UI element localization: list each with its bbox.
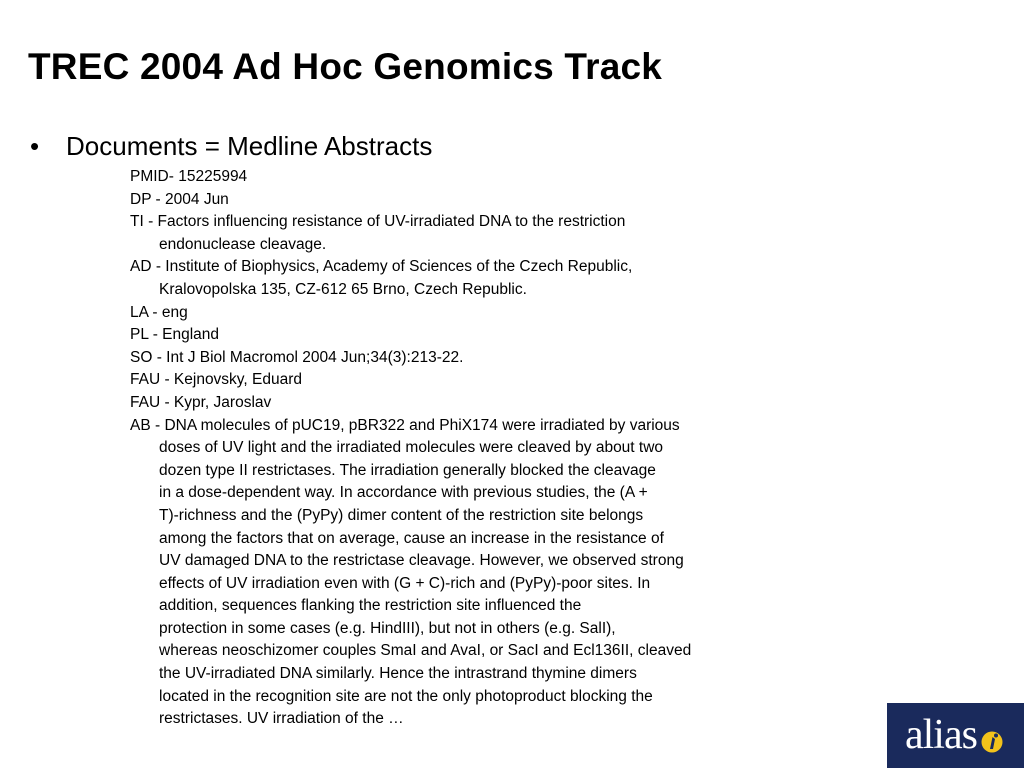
record-field-line: AB - DNA molecules of pUC19, pBR322 and PhiX174 were irradiated by various bbox=[130, 416, 680, 434]
record-continuation-line: among the factors that on average, cause an increase in the resistance of bbox=[159, 529, 664, 547]
bullet-marker: • bbox=[30, 131, 40, 161]
record-field-line: LA - eng bbox=[130, 303, 188, 321]
record-continuation-line: doses of UV light and the irradiated molecules were cleaved by about two bbox=[159, 439, 664, 457]
logo-i-mark-icon bbox=[981, 731, 1003, 753]
record-field-line: DP - 2004 Jun bbox=[130, 190, 229, 208]
record-field-line: SO - Int J Biol Macromol 2004 Jun;34(3):213-22. bbox=[130, 348, 464, 366]
record-continuation-line: located in the recognition site are not the only photoproduct blocking the bbox=[159, 687, 653, 705]
record-continuation-line: protection in some cases (e.g. HindIII), but not in others (e.g. SalI), bbox=[159, 619, 616, 637]
record-continuation-line: effects of UV irradiation even with (G + C)-rich and (PyPy)-poor sites. In bbox=[159, 574, 651, 592]
record-continuation-line: restrictases. UV irradiation of the … bbox=[159, 710, 404, 728]
record-continuation-line: addition, sequences flanking the restriction site influenced the bbox=[159, 597, 582, 615]
slide-title: TREC 2004 Ad Hoc Genomics Track bbox=[28, 46, 663, 87]
record-field-line: FAU - Kejnovsky, Eduard bbox=[130, 371, 303, 389]
record-continuation-line: in a dose-dependent way. In accordance with previous studies, the (A + bbox=[159, 484, 648, 502]
record-continuation-line: whereas neoschizomer couples SmaI and AvaI, or SacI and Ecl136II, cleaved bbox=[159, 642, 692, 660]
record-field-line: AD - Institute of Biophysics, Academy of Sciences of the Czech Republic, bbox=[130, 258, 633, 276]
record-continuation-line: dozen type II restrictases. The irradiation generally blocked the cleavage bbox=[159, 461, 656, 479]
record-field-line: TI - Factors influencing resistance of UV-irradiated DNA to the restriction bbox=[130, 213, 626, 231]
record-continuation-line: the UV-irradiated DNA similarly. Hence the intrastrand thymine dimers bbox=[159, 665, 637, 683]
record-field-line: PMID- 15225994 bbox=[130, 168, 248, 185]
bullet-item bbox=[30, 131, 432, 162]
record-field-line: FAU - Kypr, Jaroslav bbox=[130, 393, 272, 411]
record-field-line: PL - England bbox=[130, 326, 220, 344]
record-continuation-line: endonuclease cleavage. bbox=[159, 235, 327, 253]
alias-i-logo bbox=[887, 703, 1024, 768]
logo-wordmark: alias bbox=[905, 712, 977, 758]
record-continuation-line: Kralovopolska 135, CZ-612 65 Brno, Czech Republic. bbox=[159, 280, 527, 298]
medline-record bbox=[130, 166, 691, 731]
record-continuation-line: T)-richness and the (PyPy) dimer content of the restriction site belongs bbox=[159, 506, 644, 524]
bullet-text: Documents = Medline Abstracts bbox=[66, 131, 433, 161]
record-continuation-line: UV damaged DNA to the restrictase cleavage. However, we observed strong bbox=[159, 552, 684, 570]
